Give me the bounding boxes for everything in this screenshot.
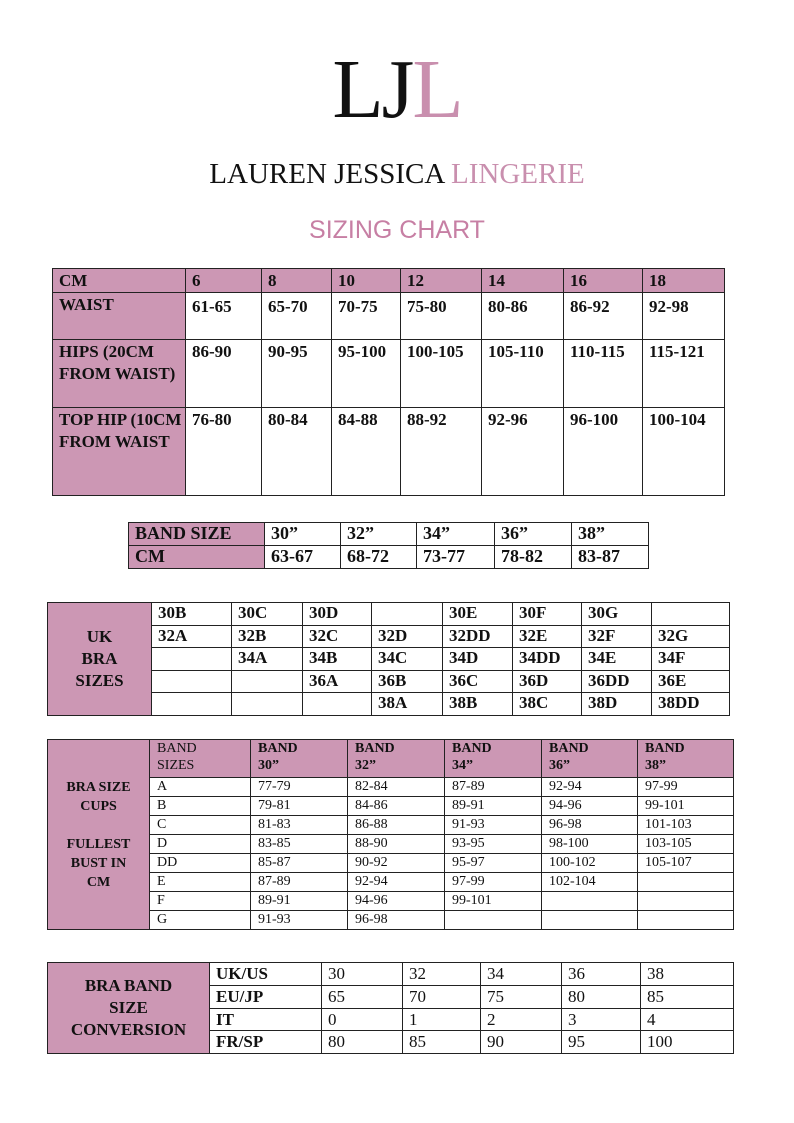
table-cell — [652, 603, 730, 626]
table-cell: 84-88 — [332, 408, 401, 496]
cup-label: F — [150, 892, 251, 911]
table-cell: 30 — [322, 963, 403, 986]
band-size-table — [128, 522, 649, 569]
table-cell: 86-92 — [564, 293, 643, 340]
table-cell: 36A — [303, 671, 372, 693]
table-row — [53, 293, 725, 340]
table-cell: 30C — [232, 603, 303, 626]
table-cell: 98-100 — [542, 835, 638, 854]
table-row — [129, 546, 649, 569]
table-cell: 61-65 — [186, 293, 262, 340]
table-cell: 82-84 — [348, 778, 445, 797]
band-conversion-table — [47, 962, 734, 1054]
table-row — [48, 835, 734, 854]
cup-side-label — [48, 740, 150, 930]
size-header-cell: 8 — [262, 269, 332, 293]
cup-label: D — [150, 835, 251, 854]
table-cell: 38B — [443, 693, 513, 716]
table-cell: 95 — [562, 1031, 641, 1054]
cup-label: G — [150, 911, 251, 930]
header-line: BAND — [452, 741, 492, 756]
table-cell: 105-110 — [482, 340, 564, 408]
table-cell: 4 — [641, 1009, 734, 1031]
table-cell: 89-91 — [251, 892, 348, 911]
cup-header-cell — [150, 740, 251, 778]
table-cell: 38DD — [652, 693, 730, 716]
table-cell — [232, 693, 303, 716]
table-cell: 99-101 — [445, 892, 542, 911]
header-line: BAND — [355, 741, 395, 756]
table-cell: 85 — [641, 986, 734, 1009]
header-line: SIZES — [157, 758, 195, 773]
uk-bra-sizes-table — [47, 602, 730, 716]
table-cell: 91-93 — [251, 911, 348, 930]
table-cell: 30B — [152, 603, 232, 626]
table-cell: 70 — [403, 986, 481, 1009]
header-line: 36” — [549, 758, 570, 773]
table-cell: 30F — [513, 603, 582, 626]
table-cell: 34E — [582, 648, 652, 671]
row-label: UK/US — [210, 963, 322, 986]
cup-label: DD — [150, 854, 251, 873]
band-header-cell: 30” — [265, 523, 341, 546]
table-cell: 38A — [372, 693, 443, 716]
table-cell: 32G — [652, 626, 730, 648]
table-cell: 87-89 — [251, 873, 348, 892]
table-cell — [445, 911, 542, 930]
body-size-table — [52, 268, 725, 496]
table-cell: 2 — [481, 1009, 562, 1031]
table-cell: 86-88 — [348, 816, 445, 835]
table-cell: 75-80 — [401, 293, 482, 340]
side-label-line: UK — [86, 627, 113, 646]
table-cell: 77-79 — [251, 778, 348, 797]
band-header-cell: 34” — [417, 523, 495, 546]
side-label-line: SIZES — [75, 671, 124, 690]
table-cell: 92-98 — [643, 293, 725, 340]
table-cell: 30G — [582, 603, 652, 626]
table-cell: 91-93 — [445, 816, 542, 835]
band-header-cell: 38” — [572, 523, 649, 546]
table-cell: 70-75 — [332, 293, 401, 340]
size-header-cell: 12 — [401, 269, 482, 293]
bra-cup-table — [47, 739, 734, 930]
table-cell: 32 — [403, 963, 481, 986]
row-label: TOP HIP (10CM FROM WAIST — [53, 408, 186, 496]
size-header-cell: 16 — [564, 269, 643, 293]
table-cell: 32E — [513, 626, 582, 648]
brand-logo — [0, 43, 794, 136]
table-cell: 100-105 — [401, 340, 482, 408]
table-row — [48, 854, 734, 873]
brand-name — [0, 156, 794, 192]
table-cell: 75 — [481, 986, 562, 1009]
table-cell: 96-98 — [348, 911, 445, 930]
header-line: 30” — [258, 758, 279, 773]
side-label-line: BRA SIZE — [66, 779, 131, 795]
table-cell — [303, 693, 372, 716]
table-cell: 81-83 — [251, 816, 348, 835]
table-row — [48, 778, 734, 797]
logo-part-pink: L — [412, 43, 462, 136]
table-cell: 102-104 — [542, 873, 638, 892]
cup-header-cell — [445, 740, 542, 778]
table-cell: 36D — [513, 671, 582, 693]
table-cell: 96-100 — [564, 408, 643, 496]
table-cell: 34D — [443, 648, 513, 671]
uk-bra-side-label — [48, 603, 152, 716]
table-cell — [638, 892, 734, 911]
cup-header-cell — [542, 740, 638, 778]
table-cell: 38D — [582, 693, 652, 716]
table-cell: 32C — [303, 626, 372, 648]
cup-label: E — [150, 873, 251, 892]
table-cell: 92-94 — [542, 778, 638, 797]
cup-header-cell — [251, 740, 348, 778]
band-header-cell: 32” — [341, 523, 417, 546]
table-cell: 65 — [322, 986, 403, 1009]
table-cell: 87-89 — [445, 778, 542, 797]
table-cell: 32B — [232, 626, 303, 648]
table-row — [48, 911, 734, 930]
table-cell: 79-81 — [251, 797, 348, 816]
table-row — [48, 892, 734, 911]
header-line: 34” — [452, 758, 473, 773]
table-row — [48, 603, 730, 626]
table-cell: 34A — [232, 648, 303, 671]
table-cell: 78-82 — [495, 546, 572, 569]
table-cell: 90-95 — [262, 340, 332, 408]
cup-label: A — [150, 778, 251, 797]
table-cell: 32F — [582, 626, 652, 648]
table-cell: 36 — [562, 963, 641, 986]
table-cell: 34B — [303, 648, 372, 671]
table-cell: 100-102 — [542, 854, 638, 873]
header-line: 38” — [645, 758, 666, 773]
row-label: CM — [129, 546, 265, 569]
table-cell: 80-84 — [262, 408, 332, 496]
table-cell: 34C — [372, 648, 443, 671]
table-cell: 96-98 — [542, 816, 638, 835]
table-cell — [152, 693, 232, 716]
row-label: HIPS (20CM FROM WAIST) — [53, 340, 186, 408]
table-cell: 34DD — [513, 648, 582, 671]
table-cell: 1 — [403, 1009, 481, 1031]
table-cell: 95-100 — [332, 340, 401, 408]
table-cell: 103-105 — [638, 835, 734, 854]
header-line: 32” — [355, 758, 376, 773]
header-line: BAND — [645, 741, 685, 756]
table-cell: 80 — [562, 986, 641, 1009]
band-header-label: BAND SIZE — [129, 523, 265, 546]
side-label-line: BRA — [81, 649, 118, 668]
table-cell: 97-99 — [445, 873, 542, 892]
table-cell: 93-95 — [445, 835, 542, 854]
conversion-side-label — [48, 963, 210, 1054]
table-cell: 100 — [641, 1031, 734, 1054]
cup-header-cell — [638, 740, 734, 778]
cup-label: C — [150, 816, 251, 835]
table-cell: 94-96 — [348, 892, 445, 911]
table-cell: 32A — [152, 626, 232, 648]
table-cell: 97-99 — [638, 778, 734, 797]
table-row — [48, 797, 734, 816]
table-cell: 90 — [481, 1031, 562, 1054]
row-label: WAIST — [53, 293, 186, 340]
table-cell: 115-121 — [643, 340, 725, 408]
table-cell: 30D — [303, 603, 372, 626]
table-cell: 95-97 — [445, 854, 542, 873]
table-cell: 63-67 — [265, 546, 341, 569]
table-cell: 83-87 — [572, 546, 649, 569]
table-cell: 100-104 — [643, 408, 725, 496]
size-header-cell: 14 — [482, 269, 564, 293]
cup-header-row — [48, 740, 734, 778]
header-line: BAND — [258, 741, 298, 756]
table-row — [48, 873, 734, 892]
table-cell — [152, 671, 232, 693]
side-label-line: CUPS — [80, 798, 117, 814]
cup-header-cell — [348, 740, 445, 778]
page-title: SIZING CHART — [309, 216, 485, 244]
table-cell — [638, 911, 734, 930]
table-cell: 65-70 — [262, 293, 332, 340]
table-cell: 92-96 — [482, 408, 564, 496]
table-cell: 80-86 — [482, 293, 564, 340]
table-cell — [542, 892, 638, 911]
side-label-line: BUST IN — [70, 855, 127, 871]
table-cell: 80 — [322, 1031, 403, 1054]
table-cell: 83-85 — [251, 835, 348, 854]
side-label-line: BRA BAND — [84, 976, 173, 995]
table-cell: 36DD — [582, 671, 652, 693]
table-cell: 90-92 — [348, 854, 445, 873]
table-cell: 86-90 — [186, 340, 262, 408]
table-cell: 36E — [652, 671, 730, 693]
table-cell: 85 — [403, 1031, 481, 1054]
table-row — [53, 408, 725, 496]
row-label: IT — [210, 1009, 322, 1031]
table-cell — [638, 873, 734, 892]
size-header-row — [53, 269, 725, 293]
table-cell: 0 — [322, 1009, 403, 1031]
logo-part-dark: LJ — [332, 43, 413, 136]
row-label: FR/SP — [210, 1031, 322, 1054]
table-cell: 38 — [641, 963, 734, 986]
table-cell: 101-103 — [638, 816, 734, 835]
table-cell: 89-91 — [445, 797, 542, 816]
header-line: BAND — [549, 741, 589, 756]
table-cell: 84-86 — [348, 797, 445, 816]
table-cell — [542, 911, 638, 930]
side-label-spacer — [48, 816, 149, 835]
size-header-cell: CM — [53, 269, 186, 293]
table-cell: 94-96 — [542, 797, 638, 816]
side-label-line: CM — [86, 874, 111, 890]
row-label: EU/JP — [210, 986, 322, 1009]
table-cell: 88-90 — [348, 835, 445, 854]
table-cell: 73-77 — [417, 546, 495, 569]
table-cell: 99-101 — [638, 797, 734, 816]
brand-name-dark: LAUREN JESSICA — [209, 158, 451, 190]
cup-label: B — [150, 797, 251, 816]
table-cell: 34F — [652, 648, 730, 671]
brand-name-pink: LINGERIE — [451, 158, 585, 190]
table-cell — [232, 671, 303, 693]
table-cell: 92-94 — [348, 873, 445, 892]
table-cell: 36B — [372, 671, 443, 693]
table-cell: 105-107 — [638, 854, 734, 873]
band-header-row — [129, 523, 649, 546]
table-cell: 110-115 — [564, 340, 643, 408]
band-header-cell: 36” — [495, 523, 572, 546]
table-cell: 36C — [443, 671, 513, 693]
table-cell — [152, 648, 232, 671]
table-cell: 38C — [513, 693, 582, 716]
table-cell: 3 — [562, 1009, 641, 1031]
table-cell: 34 — [481, 963, 562, 986]
side-label-line: FULLEST — [66, 836, 131, 852]
header-line: BAND — [157, 741, 197, 756]
table-row — [53, 340, 725, 408]
table-row — [48, 963, 734, 986]
table-cell: 88-92 — [401, 408, 482, 496]
table-cell: 76-80 — [186, 408, 262, 496]
size-header-cell: 18 — [643, 269, 725, 293]
table-cell: 32DD — [443, 626, 513, 648]
table-row — [48, 816, 734, 835]
table-cell: 85-87 — [251, 854, 348, 873]
table-cell: 30E — [443, 603, 513, 626]
side-label-line: CONVERSION — [70, 1020, 187, 1039]
side-label-line: SIZE — [109, 998, 148, 1017]
size-header-cell: 10 — [332, 269, 401, 293]
table-cell: 32D — [372, 626, 443, 648]
size-header-cell: 6 — [186, 269, 262, 293]
table-cell: 68-72 — [341, 546, 417, 569]
table-cell — [372, 603, 443, 626]
